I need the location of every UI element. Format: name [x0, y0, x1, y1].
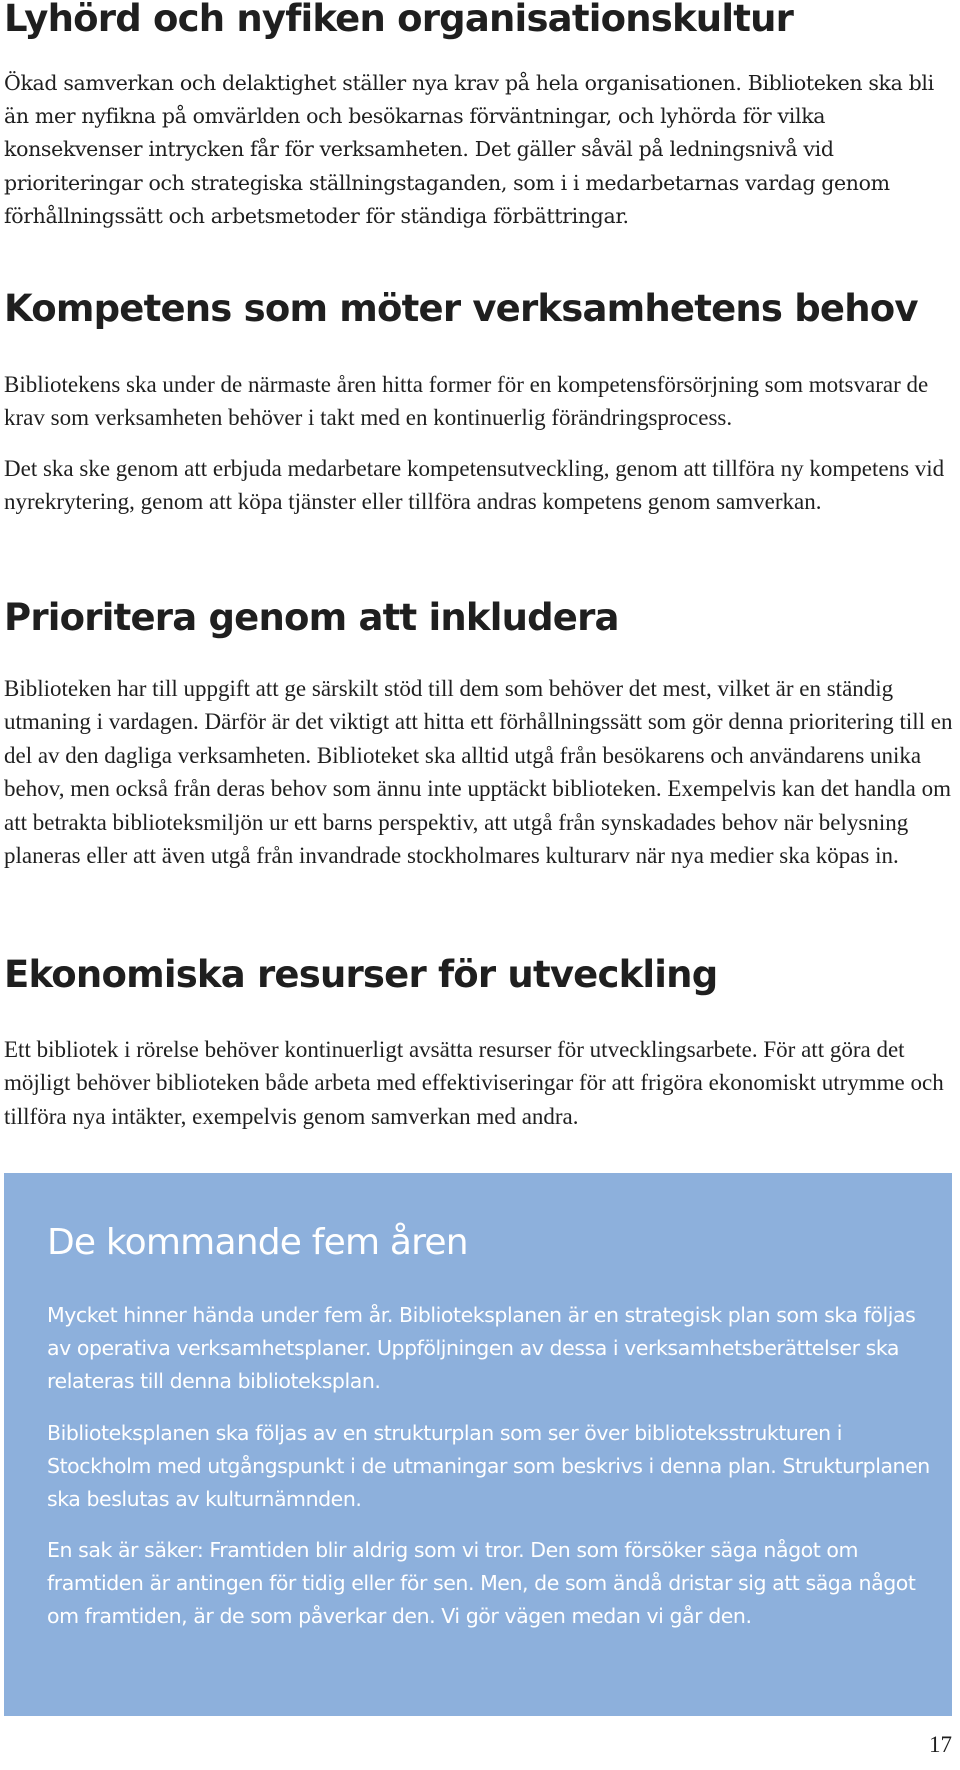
paragraph-kompetens-1: Bibliotekens ska under de närmaste åren hitta former för en kompetensförsörjning som motsvarar de krav som verksamheten behöver i takt med en kontinuerlig förändringsprocess. — [4, 372, 929, 431]
paragraph-ekonomiska: Ett bibliotek i rörelse behöver kontinuerligt avsätta resurser för utvecklingsarbete. För att göra det möjligt behöver biblioteken både arbeta med effektiviseringar för att frigöra ekonomiskt utrymme och tillföra nya intäkter, exempelvis genom samverkan med andra. — [4, 1037, 944, 1129]
page-number: 17 — [929, 1732, 952, 1757]
info-box-paragraph-2: Biblioteksplanen ska följas av en strukturplan som ser över biblioteksstrukturen i Stockholm med utgångspunkt i de utmaningar som beskrivs i denna plan. Strukturplanen ska beslutas av kulturnämnden. — [47, 1421, 930, 1511]
info-box — [4, 1173, 952, 1716]
section-heading-kompetens: Kompetens som möter verksamhetens behov — [4, 287, 918, 330]
info-box-paragraph-1: Mycket hinner hända under fem år. Biblioteksplanen är en strategisk plan som ska följas av operativa verksamhetsplaner. Uppföljningen av dessa i verksamhetsberättelser ska relateras till denna biblioteksplan. — [47, 1303, 916, 1393]
info-box-paragraph-3: En sak är säker: Framtiden blir aldrig som vi tror. Den som försöker säga något om framtiden är antingen för tidig eller för sen. Men, de som ändå dristar sig att säga något om framtiden, är de som påverkar den. Vi gör vägen medan vi går den. — [47, 1538, 916, 1628]
section-heading-organisationskultur: Lyhörd och nyfiken organisationskultur — [4, 0, 794, 40]
paragraph-organisationskultur: Ökad samverkan och delaktighet ställer nya krav på hela organisationen. Biblioteken ska bli än mer nyfikna på omvärlden och besökarnas förväntningar, och lyhörda för vilka konsekvenser intrycken får för verksamheten. Det gäller såväl på ledningsnivå vid prioriteringar och strategiska ställningstaganden, som i i medarbetarnas vardag genom förhållningssätt och arbetsmetoder för ständiga förbättringar. — [4, 71, 934, 228]
paragraph-kompetens-2: Det ska ske genom att erbjuda medarbetare kompetensutveckling, genom att tillföra ny kompetens vid nyrekrytering, genom att köpa tjänster eller tillföra andras kompetens genom samverkan. — [4, 456, 945, 515]
section-heading-prioritera: Prioritera genom att inkludera — [4, 596, 619, 639]
section-heading-ekonomiska: Ekonomiska resurser för utveckling — [4, 953, 718, 996]
info-box-title: De kommande fem åren — [47, 1222, 468, 1263]
paragraph-prioritera: Biblioteken har till uppgift att ge särskilt stöd till dem som behöver det mest, vilket är en ständig utmaning i vardagen. Därför är det viktigt att hitta ett förhållningssätt som gör denna prioritering till en del av den dagliga verksamheten. Biblioteket ska alltid utgå från besökarens och användarens unika behov, men också från deras behov som ännu inte upptäckt biblioteken. Exempelvis kan det handla om att betrakta biblioteksmiljön ur ett barns perspektiv, att utgå från synskadades behov när belysning planeras eller att även utgå från invandrade stockholmares kulturarv när nya medier ska köpas in. — [4, 676, 953, 869]
